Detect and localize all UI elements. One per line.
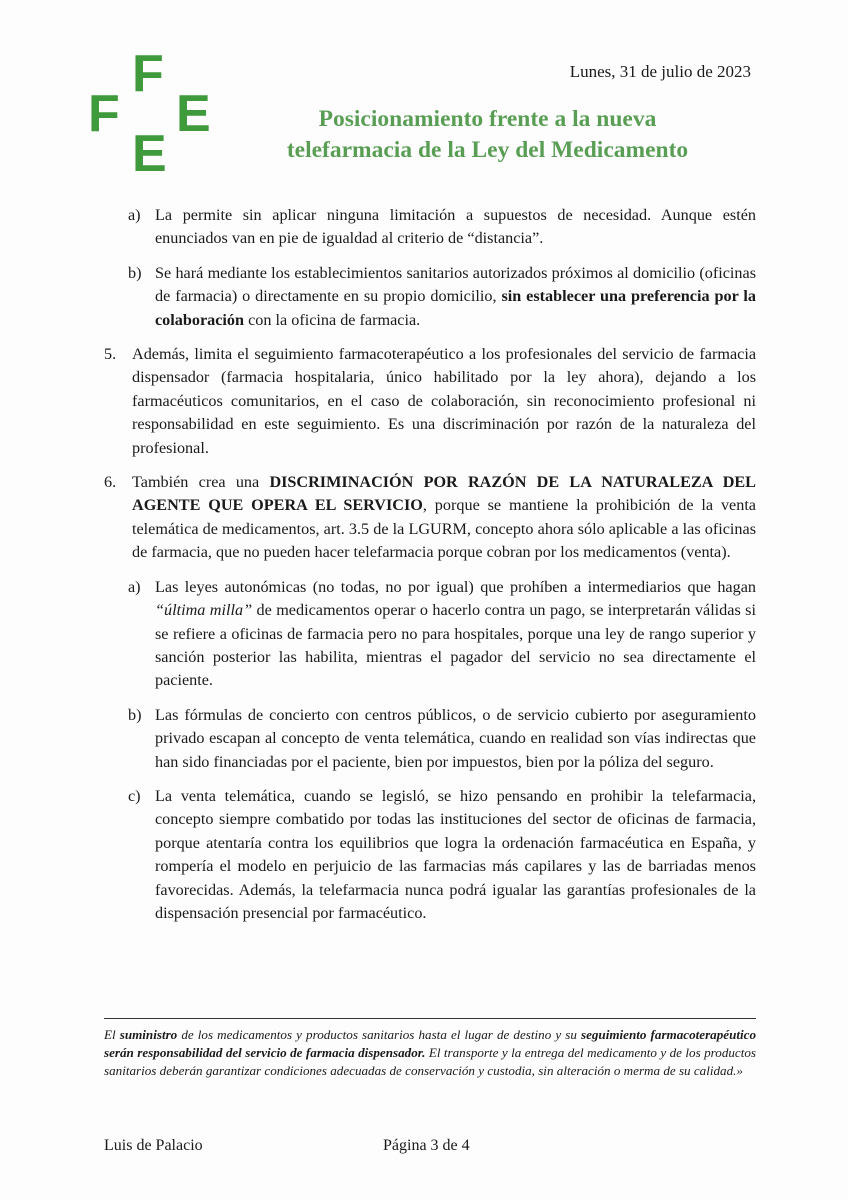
item-text: de medicamentos operar o hacerlo contra un pago, se interpretarán válidas si se refiere a oficinas de farmacia pero no para hospitales, porque una ley de rango superior y sanción posterior las habilita, mientras el pagador del servicio no sea directamente el paciente. [155, 601, 756, 690]
item-text: La permite sin aplicar ninguna limitación a supuestos de necesidad. Aunque estén enunciados van en pie de igualdad al criterio de “distancia”. [155, 206, 756, 248]
footnote-text: El transporte y la entrega del medicamento y de los productos sanitarios deberán garantizar condiciones adecuadas de conservación y custodia, sin alteración o merma de su calidad.» [104, 1045, 756, 1078]
item-marker: a) [128, 577, 141, 596]
ffee-logo [88, 45, 211, 183]
list-item [104, 343, 756, 460]
footnote [104, 1026, 756, 1080]
page-title [230, 104, 745, 166]
footnote-divider [104, 1018, 756, 1019]
logo-letter: E [132, 125, 167, 183]
item-text: También crea una [132, 473, 270, 492]
item-marker: b) [128, 263, 142, 282]
item-marker: a) [128, 206, 141, 224]
title-line: Posicionamiento frente a la nueva [318, 106, 657, 132]
item-text-bold: sin establecer una preferencia por la colaboración [155, 287, 756, 329]
logo-letter: F [88, 85, 120, 143]
list-item [104, 262, 756, 332]
item-text-italic: “última milla” [155, 601, 253, 620]
footnote-text-bold: suministro [119, 1027, 178, 1042]
footnote-text: de los medicamentos y productos sanitarios hasta el lugar de destino y su [177, 1027, 581, 1042]
item-text: Las fórmulas de concierto con centros públicos, o de servicio cubierto por aseguramiento privado escapan al concepto de venta telemática, cuando en realidad son vías indirectas que han sido financiadas por el paciente, bien por impuestos, bien por la póliza del seguro. [155, 705, 756, 771]
footnote-text: El [104, 1027, 120, 1042]
item-text: La venta telemática, cuando se legisló, se hizo pensando en prohibir la telefarmacia, concepto siempre combatido por todas las instituciones del sector de oficinas de farmacia, porque atentaría contra los equilibrios que logra la ordenación farmacéutica en España, y rompería el modelo en perjuicio de las farmacias más capilares y las de barriadas menos favorecidas. Además, la telefarmacia nunca podrá igualar las garantías profesionales de la dispensación presencial por farmacéutico. [155, 786, 756, 922]
item-text: con la oficina de farmacia. [244, 310, 421, 329]
footer-author: Luis de Palacio [104, 1137, 203, 1154]
item-text: Además, limita el seguimiento farmacoterapéutico a los profesionales del servicio de farmacia dispensador (farmacia hospitalaria, único habilitado por la ley ahora), dejando a los farmacéuticos comunitarios, en el caso de colaboración, sin reconocimiento profesional ni responsabilidad en este seguimiento. Es una discriminación por razón de la naturaleza del profesional. [132, 345, 756, 457]
item-text-bold: DISCRIMINACIÓN POR RAZÓN DE LA NATURALEZA DEL AGENTE QUE OPERA EL SERVICIO [132, 473, 756, 515]
document-body [104, 204, 756, 936]
list-item [104, 576, 756, 693]
logo-letter: F [132, 45, 164, 103]
document-date: Lunes, 31 de julio de 2023 [569, 62, 751, 81]
footnote-text-bold: seguimiento farmacoterapéutico serán responsabilidad del servicio de farmacia dispensador. [104, 1027, 756, 1060]
item-marker: b) [128, 705, 142, 724]
list-item [104, 704, 756, 774]
item-text: Las leyes autonómicas (no todas, no por igual) que prohíben a intermediarios que hagan [155, 577, 756, 596]
item-marker: c) [128, 786, 141, 805]
item-text: Se hará mediante los establecimientos sanitarios autorizados próximos al domicilio (oficinas de farmacia) o directamente en su propio domicilio, [155, 263, 756, 306]
list-item [104, 785, 756, 925]
item-marker: 6. [104, 473, 117, 492]
title-line: telefarmacia de la Ley del Medicamento [286, 137, 689, 163]
logo-letter: E [176, 85, 211, 143]
list-item [104, 471, 756, 565]
item-marker: 5. [104, 345, 117, 364]
item-text: , porque se mantiene la prohibición de la venta telemática de medicamentos, art. 3.5 de la LGURM, concepto ahora sólo aplicable a las oficinas de farmacia, que no pueden hacer telefarmacia porque cobran por los medicamentos (venta). [132, 496, 756, 562]
footer-page-number: Página 3 de 4 [383, 1137, 470, 1154]
list-item [104, 204, 756, 251]
